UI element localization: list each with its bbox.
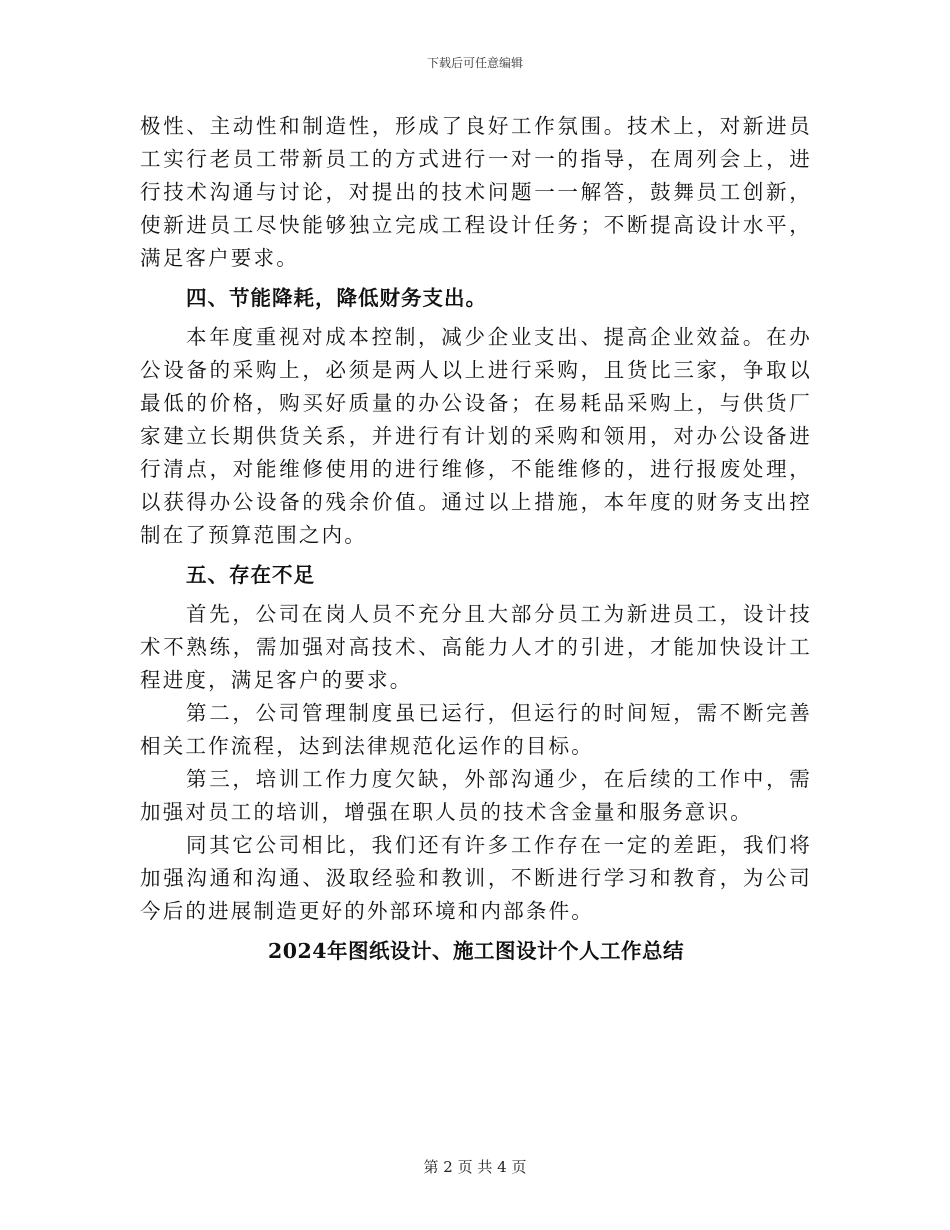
paragraph-shortcoming-1: 首先，公司在岗人员不充分且大部分员工为新进员工，设计技术不熟练，需加强对高技术、高能力人才的引进，才能加快设计工程进度，满足客户的要求。 (140, 602, 812, 692)
page-header: 下载后可任意编辑 (426, 56, 523, 70)
paragraph-conclusion: 同其它公司相比，我们还有许多工作存在一定的差距，我们将加强沟通和沟通、汲取经验和教训，不断进行学习和教育，为公司今后的进展制造更好的外部环境和内部条件。 (140, 833, 812, 923)
paragraph-shortcoming-2: 第二，公司管理制度虽已运行，但运行的时间短，需不断完善相关工作流程，达到法律规范化运作的目标。 (140, 701, 812, 758)
paragraph-shortcoming-3: 第三，培训工作力度欠缺，外部沟通少，在后续的工作中，需加强对员工的培训，增强在职人员的技术含金量和服务意识。 (140, 767, 812, 824)
section-heading-5: 五、存在不足 (186, 563, 315, 587)
paragraph-continuation: 极性、主动性和制造性，形成了良好工作氛围。技术上，对新进员工实行老员工带新员工的方式进行一对一的指导，在周列会上，进行技术沟通与讨论，对提出的技术问题一一解答，鼓舞员工创新，使新进员工尽快能够独立完成工程设计任务；不断提高设计水平，满足客户要求。 (140, 114, 812, 270)
next-document-title: 2024年图纸设计、施工图设计个人工作总结 (267, 939, 685, 963)
page-number-footer: 第 2 页 共 4 页 (423, 1158, 527, 1176)
section-heading-4: 四、节能降耗，降低财务支出。 (186, 286, 487, 310)
paragraph-cost-control: 本年度重视对成本控制，减少企业支出、提高企业效益。在办公设备的采购上，必须是两人以上进行采购，且货比三家，争取以最低的价格，购买好质量的办公设备；在易耗品采购上，与供货厂家建立长期供货关系，并进行有计划的采购和领用，对办公设备进行清点，对能维修使用的进行维修，不能维修的，进行报废处理，以获得办公设备的残余价值。通过以上措施，本年度的财务支出控制在了预算范围之内。 (140, 325, 812, 547)
document-body (140, 110, 812, 968)
